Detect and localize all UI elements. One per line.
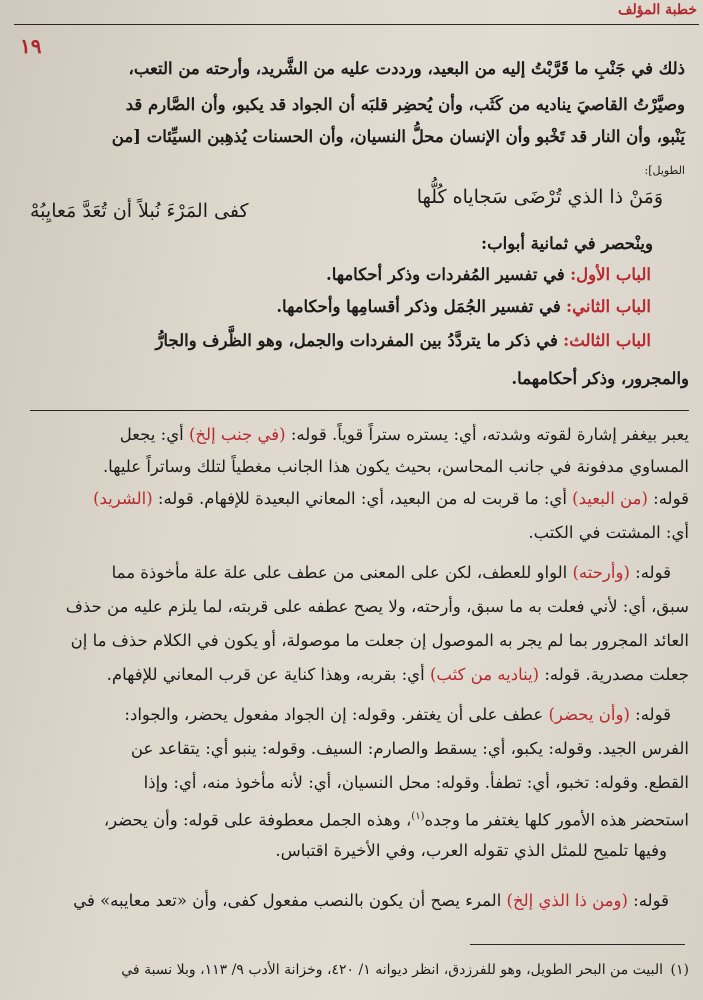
chapter-text: في تفسير المُفردات وذكر أحكامها. bbox=[325, 265, 565, 284]
running-header: خطبة المؤلف bbox=[618, 2, 697, 18]
footnote-marker: (١) bbox=[411, 811, 425, 822]
meter-note: الطويل]: bbox=[644, 164, 685, 177]
commentary-line: استحضر هذه الأمور كلها يغتفر ما وجده$^{(١)}$، وهذه الجمل معطوفة على قوله: وأن يحضر، bbox=[103, 810, 689, 830]
chapter-item bbox=[155, 330, 651, 352]
commentary-line: يعبر بيغفر إشارة لقوته وشدته، أي: يستره ستراً قوياً. قوله: (في جنب إلخ) أي: يجعل bbox=[119, 425, 689, 444]
commentary-line: أي: المشتت في الكتب. bbox=[528, 523, 689, 542]
poem-first-hemistich: وَمَنْ ذا الذي تُرْضَى سَجاياه كُلُّها bbox=[416, 186, 663, 208]
body-line: يَنْبو، وأن النار قد تَخْبو وأن الإنسان محلُّ النسيان، وأن الحسنات يُذهِبن السيِّئات [من bbox=[111, 127, 685, 146]
chapter-text: في تفسير الجُمَل وذكر أقسامِها وأحكامها. bbox=[276, 297, 561, 316]
commentary-line: الفرس الجيد. وقوله: يكبو، أي: يسقط والصارم: السيف. وقوله: ينبو أي: يتقاعد عن bbox=[130, 739, 689, 758]
chapter-continuation: والمجرور، وذكر أحكامهما. bbox=[511, 369, 689, 388]
quote-ref: (الشريد) bbox=[93, 489, 153, 508]
chapters-intro: وينْحصر في ثمانية أبواب: bbox=[481, 234, 653, 253]
commentary-line: قوله: (وأرحته) الواو للعطف، لكن على المعنى من عطف على علة علة مأخوذة مما bbox=[111, 563, 671, 582]
chapter-item bbox=[326, 264, 651, 286]
commentary-line: وفيها تلميح للمثل الذي تقوله العرب، وفي الأخيرة اقتباس. bbox=[275, 841, 667, 860]
body-line: ذلك في جَنْبِ ما قَرَّبْتُ إليه من البعيد، ورددت عليه من الشَّريد، وأرحته من التعب، bbox=[128, 59, 685, 78]
chapter-text: في ذكر ما يتردَّدُ بين المفردات والجمل، وهو الظَّرف والجارُّ bbox=[155, 331, 558, 350]
commentary-line: العائد المجرور بما لم يجر به الموصول إن جعلت ما موصولة، أو يكون في الكلام حذف ما إن bbox=[70, 631, 689, 650]
body-line: وصيَّرْتُ القاصيَ يناديه من كَثَب، وأن يُحضِر قلبَه أن الجواد قد يكبو، وأن الصَّارم قد bbox=[125, 95, 685, 114]
section-rule bbox=[30, 410, 689, 411]
quote-ref: (من البعيد) bbox=[572, 489, 648, 508]
quote-ref: (ومن ذا الذي إلخ) bbox=[506, 891, 628, 910]
quote-ref: (وأرحته) bbox=[572, 563, 630, 582]
page-number: ١٩ bbox=[20, 34, 42, 58]
commentary-line: جعلت مصدرية. قوله: (يناديه من كثب) أي: بقربه، وهذا كناية عن قرب المعاني للإفهام. bbox=[106, 665, 689, 684]
commentary-line: قوله: (من البعيد) أي: ما قربت له من البعيد، أي: المعاني البعيدة للإفهام. قوله: (الشريد) bbox=[93, 489, 689, 508]
chapter-item bbox=[276, 296, 651, 318]
chapter-label: الباب الثاني: bbox=[566, 297, 651, 316]
chapter-label: الباب الثالث: bbox=[563, 331, 651, 350]
quote-ref: (يناديه من كثب) bbox=[429, 665, 540, 684]
footnote-text: البيت من البحر الطويل، وهو للفرزدق، انظر ديوانه ١/ ٤٢٠، وخزانة الأدب ٩/ ١١٣، وبلا نسبة في bbox=[121, 962, 663, 978]
commentary-line: قوله: (ومن ذا الذي إلخ) المرء يصح أن يكون بالنصب مفعول كفى، وأن «تعد معايبه» في bbox=[73, 891, 669, 910]
commentary-line: القطع. وقوله: تخبو، أي: تطفأ. وقوله: محل النسيان، أي: لأنه مأخوذ منه، أي: وإذا bbox=[143, 773, 689, 792]
commentary-line: المساوي مدفونة في جانب المحاسن، بحيث يكون هذا الجانب مغطياً لتلك وساتراً عليها. bbox=[102, 457, 689, 476]
chapter-label: الباب الأول: bbox=[570, 265, 651, 284]
poem-second-hemistich: كفى المَرْءَ نُبلاً أن تُعَدَّ مَعايِبُهْ bbox=[30, 200, 249, 222]
footnote-rule bbox=[470, 944, 685, 945]
commentary-line: سبق، أي: لأني فعلت به ما سبق، وأرحته، ولا يصح عطفه على قربته، لما يلزم عليه من حذف bbox=[65, 597, 689, 616]
commentary-line: قوله: (وأن يحضر) عطف على أن يغتفر. وقوله: إن الجواد مفعول يحضر، والجواد: bbox=[124, 705, 671, 724]
quote-ref: (في جنب إلخ) bbox=[188, 425, 286, 444]
footnote-number: (١) bbox=[670, 962, 689, 978]
quote-ref: (وأن يحضر) bbox=[548, 705, 630, 724]
header-rule bbox=[14, 24, 699, 25]
